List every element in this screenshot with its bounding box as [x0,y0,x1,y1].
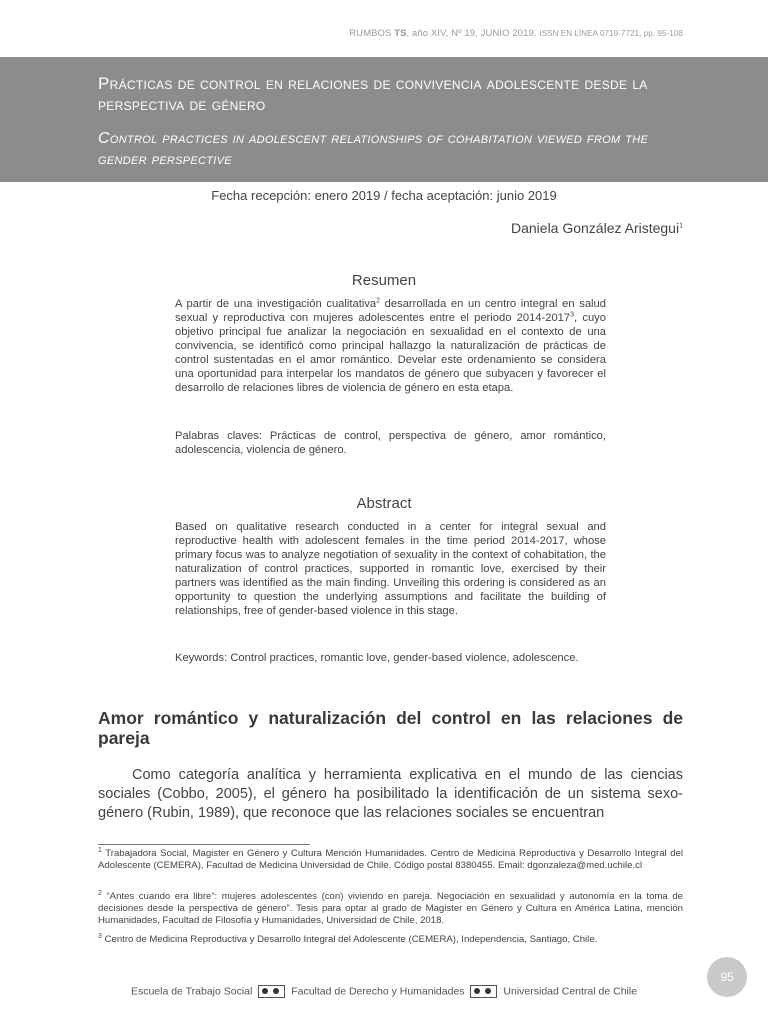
journal-issue: , año XIV, Nº 19, JUNIO 2019. [406,28,540,39]
journal-issn: ISSN EN LÍNEA 0719-7721, pp. 95-108 [539,29,683,38]
institution-logo-icon [470,985,497,998]
footnote-divider [98,844,310,845]
abstract-text: Based on qualitative research conducted in a center for integral sexual and reproductive health with adolescent females in the time period 2014-2017, whose primary focus was to analyze negotiation of sexuality in the context of cohabitation, the naturalization of control practices, supported in romantic love, exercised by their partners was identified as the main finding. Unveiling this ordering is considered as an opportunity to question the underlying assumptions and facilitate the building of relationships, free of gender-based violence in this stage. [175,521,606,617]
footnote-1-text: Trabajadora Social, Magister en Género y Cultura Mención Humanidades. Centro de Medicina Reproductiva y Desarrollo Integral del Adolescente (CEMERA), Facultad de Medicina Universidad de Chile. Código postal 8380455. Email: dgonzaleza@med.uchile.cl [98,848,683,871]
section-heading: Amor romántico y naturalización del control en las relaciones de pareja [98,708,683,748]
resumen-heading: Resumen [351,272,417,289]
resumen-part-1: A partir de una investigación cualitativa [175,298,377,310]
reception-dates: Fecha recepción: enero 2019 / fecha aceptación: junio 2019 [211,188,557,203]
resumen-part-2: desarrollada en un centro integral en salud sexual y reproductiva con mujeres adolescentes entre el periodo 2014-2017 [175,298,606,324]
running-header [349,28,683,39]
page-footer [0,985,768,998]
author-name: Daniela González Aristegui [510,220,680,236]
journal-ts: TS [394,28,407,39]
footnote-ref-3: 3 [570,311,575,319]
journal-name: RUMBOS [349,28,395,39]
footnote-2-text: “Antes cuando era libre”: mujeres adolescentes (con) viviendo en pareja. Negociación en sexualidad y autonomía en la toma de decisiones desde la perspectiva de género”. Tesis para optar al grado de Magister en Género y Cultura en América Latina, mención Humanidades, Facultad de Filosofía y Humanidades, Universidad de Chile, 2018. [98,891,683,926]
author [511,220,683,236]
resumen-text [175,297,606,395]
footnote-3-text: Centro de Medicina Reproductiva y Desarrollo Integral del Adolescente (CEMERA), Independencia, Santiago, Chile. [101,934,598,945]
resumen-keywords: Palabras claves: Prácticas de control, perspectiva de género, amor romántico, adolescencia, violencia de género. [175,430,606,456]
footnote-3 [98,934,683,946]
page-number: 95 [720,970,734,984]
footnote-3-number: 3 [98,932,102,940]
footnote-1 [98,848,683,872]
footer-school: Escuela de Trabajo Social [130,985,253,998]
abstract-keywords: Keywords: Control practices, romantic love, gender-based violence, adolescence. [175,652,579,664]
footer-faculty: Facultad de Derecho y Humanidades [291,985,465,998]
footnote-ref-2: 2 [376,297,381,305]
abstract-heading: Abstract [356,495,412,512]
resumen-part-3: , cuyo objetivo principal fue analizar la negociación en sexualidad en el contexto de una convivencia, se identificó como principal hallazgo la naturalización de prácticas de control sustentadas en el amor romántico. Develar este ordenamiento se considera una oportunidad para interpelar los mandatos de género que subyacen y favorecer el desarrollo de relaciones libres de violencia de género en esta etapa. [175,312,606,394]
footer-university: Universidad Central de Chile [503,985,638,998]
title-english: Control practices in adolescent relationships of cohabitation viewed from the gender perspective [98,130,649,168]
author-footnote-ref: 1 [679,222,683,230]
title-spanish: Prácticas de control en relaciones de convivencia adolescente desde la perspectiva de género [98,74,648,114]
footnote-1-number: 1 [98,846,102,854]
body-paragraph: Como categoría analítica y herramienta explicativa en el mundo de las ciencias sociales (Cobbo, 2005), el género ha posibilitado la identificación de un sistema sexo-género (Rubin, 1989), que reconoce que las relaciones sociales se encuentran [98,767,683,821]
title-band [0,57,768,182]
institution-logo-icon [258,985,285,998]
footnote-2-number: 2 [98,889,102,897]
footnote-2 [98,891,683,927]
